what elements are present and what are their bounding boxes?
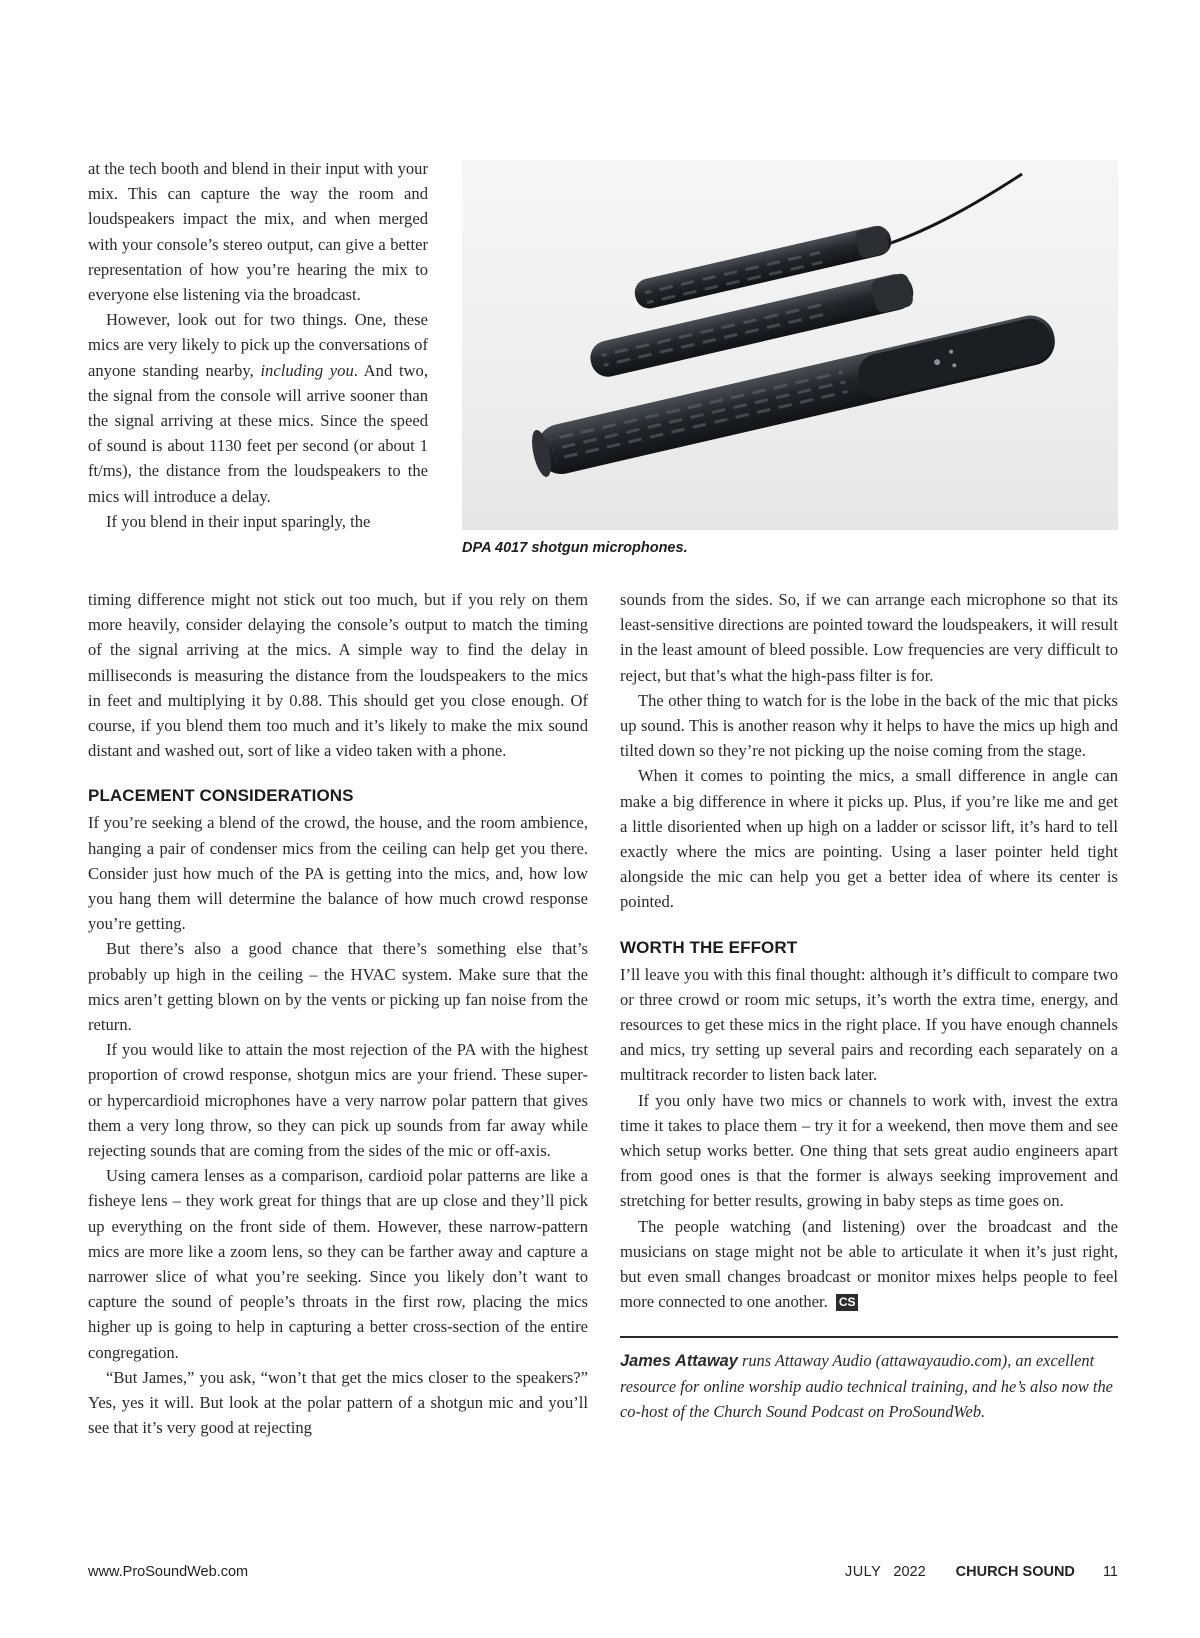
intro-paragraph-2: However, look out for two things. One, these mics are very likely to pick up the conversations of anyone standing nearby, including you. And two, the signal from the console will arrive sooner than the signal arriving at these mics. Since the speed of sound is about 1130 feet per second (or about 1 ft/ms), the distance from the loudspeakers to the mics will introduce a delay. xyxy=(88,310,428,506)
right-paragraph-1: sounds from the sides. So, if we can arrange each microphone so that its least-sensitive directions are pointed toward the loudspeakers, it will result in the least amount of bleed possible. Low frequencies are very difficult to reject, but that’s what the high-pass filter is for. xyxy=(620,590,1118,685)
microphones-photo xyxy=(462,160,1118,530)
photo-caption: DPA 4017 shotgun microphones. xyxy=(462,540,688,556)
left-paragraph-6: “But James,” you ask, “won’t that get the mics closer to the speakers?” Yes, yes it will. But look at the polar pattern of a shotgun mic and you’ll see that it’s very good at rejecting xyxy=(88,1367,588,1438)
left-paragraph-5: Using camera lenses as a comparison, cardioid polar patterns are like a fisheye lens – they work great for things that are up close and they’ll pick up everything on the front side of them. However, these narrow-pattern mics are more like a zoom lens, so they can be farther away and capture a narrower slice of what you’re seeking. Since you likely don’t want to capture the sound of people’s throats in the first row, placing the mics higher up is going to help in capturing a better cross-section of the entire congregation. xyxy=(88,1166,588,1362)
footer-year: 2022 xyxy=(893,1564,926,1580)
footer-publication: CHURCH SOUND xyxy=(955,1564,1075,1580)
left-paragraph-3: But there’s also a good chance that there’s something else that’s probably up high in the ceiling – the HVAC system. Make sure that the mics aren’t getting blown on by the vents or picking up fan noise from the return. xyxy=(88,939,588,1035)
page-footer xyxy=(88,1564,1118,1586)
author-name: James Attaway xyxy=(620,1352,738,1371)
right-paragraph-3: When it comes to pointing the mics, a small difference in angle can make a big difference in where it picks up. Plus, if you’re like me and get a little disoriented when up high on a ladder or scissor lift, it’s hard to tell exactly where the mics are pointing. Using a laser pointer held tight alongside the mic can help you get a better idea of where its center is pointed. xyxy=(620,766,1118,912)
left-paragraph-4: If you would like to attain the most rejection of the PA with the highest proportion of crowd response, shotgun mics are your friend. These super- or hypercardioid microphones have a very narrow polar pattern that gives them a very long throw, so they can pick up sounds from far away while rejecting sounds that are coming from the sides of the mic or off-axis. xyxy=(88,1040,588,1161)
right-paragraph-6: The people watching (and listening) over the broadcast and the musicians on stage might not be able to articulate it when it’s just right, but even small changes broadcast or monitor mixes helps people to feel more connected to one another. CS xyxy=(620,1216,1118,1312)
footer-month: JULY xyxy=(844,1564,882,1580)
author-bio xyxy=(620,1336,1118,1424)
intro-paragraph-3: If you blend in their input sparingly, the xyxy=(106,511,371,531)
right-paragraph-4: I’ll leave you with this final thought: although it’s difficult to compare two or three crowd or room mic setups, it’s worth the extra time, energy, and resources to get these mics in the right place. If you have enough channels and mics, try setting up several pairs and recording each separately on a multitrack recorder to listen back later. xyxy=(620,964,1118,1085)
intro-paragraph-1: at the tech booth and blend in their input with your mix. This can capture the way the room and loudspeakers impact the mix, and when merged with your console’s stereo output, can give a better representation of how you’re hearing the mix to everyone else listening via the broadcast. xyxy=(88,159,428,305)
left-paragraph-2: If you’re seeking a blend of the crowd, the house, and the room ambience, hanging a pair of condenser mics from the ceiling can help get you there. Consider just how much of the PA is getting into the mics, and, how low you hang them will determine the balance of how much crowd response you’re getting. xyxy=(88,813,588,934)
left-paragraph-1: timing difference might not stick out too much, but if you rely on them more heavily, consider delaying the console’s output to match the timing of the signal arriving at the mics. A simple way to find the delay in milliseconds is measuring the distance from the loudspeakers to the mics in feet and multiplying it by 0.88. This should get you close enough. Of course, if you blend them too much and it’s likely to make the mix sound distant and washed out, sort of like a video taken with a phone. xyxy=(88,590,588,761)
page-number: 11 xyxy=(1102,1564,1118,1580)
author-description: runs Attaway Audio (attawayaudio.com), an excellent resource for online worship audio technical training, and he’s also now the co-host of the Church Sound Podcast on ProSoundWeb. xyxy=(620,1351,1113,1422)
end-of-article-badge: CS xyxy=(836,1294,859,1311)
right-paragraph-5: If you only have two mics or channels to work with, invest the extra time it takes to place them – try it for a weekend, then move them and see which setup works better. One thing that sets great audio engineers apart from good ones is that the former is always seeking improvement and stretching for better results, growing in baby steps as time goes on. xyxy=(620,1090,1118,1211)
shotgun-microphones-illustration xyxy=(462,160,1118,530)
right-column xyxy=(620,587,1118,1424)
left-column xyxy=(88,587,588,1441)
heading-placement-considerations: PLACEMENT CONSIDERATIONS xyxy=(88,786,354,806)
heading-worth-the-effort: WORTH THE EFFORT xyxy=(620,937,798,957)
emphasis-including-you: including you xyxy=(260,360,354,380)
right-paragraph-2: The other thing to watch for is the lobe in the back of the mic that picks up sound. This is another reason why it helps to have the mics up high and tilted down so they’re not picking up the noise coming from the stage. xyxy=(620,690,1118,761)
footer-website: www.ProSoundWeb.com xyxy=(88,1564,249,1580)
footer-issue-info xyxy=(837,1564,1118,1580)
intro-column xyxy=(88,156,428,534)
